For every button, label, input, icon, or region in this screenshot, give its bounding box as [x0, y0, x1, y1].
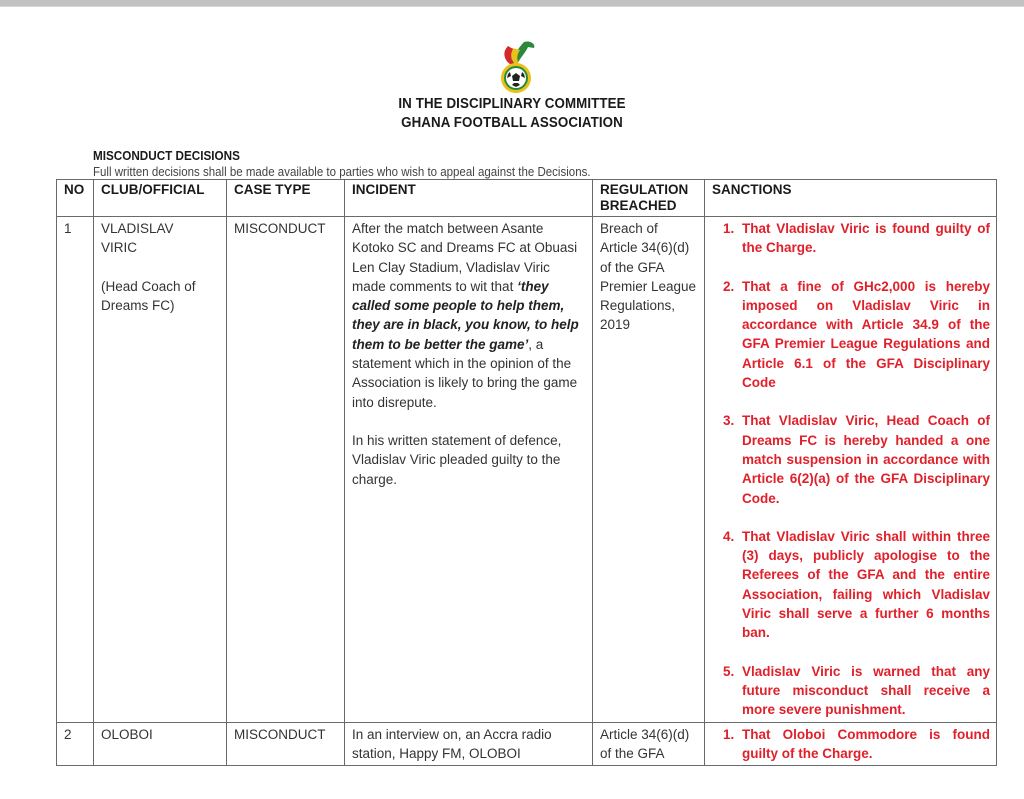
sanction-item: 5. Vladislav Viric is warned that any future misconduct shall receive a more severe punishment.	[738, 662, 990, 720]
sanction-item: 3. That Vladislav Viric, Head Coach of Dreams FC is hereby handed a one match suspension in accordance with Article 6(2)(a) of the GFA Disciplinary Code.	[738, 411, 990, 507]
cell-no: 2	[57, 722, 94, 766]
official-name-line1: OLOBOI	[101, 726, 153, 742]
header-regulation-breached	[593, 180, 705, 217]
sanctions-list	[712, 725, 990, 764]
header-regulation-line2: BREACHED	[600, 198, 677, 213]
incident-paragraph-2: In his written statement of defence, Vladislav Viric pleaded guilty to the charge.	[352, 432, 562, 487]
header-club-official: CLUB/OFFICIAL	[94, 180, 227, 217]
cell-case-type: MISCONDUCT	[227, 217, 345, 723]
cell-case-type: MISCONDUCT	[227, 722, 345, 766]
header-incident: INCIDENT	[345, 180, 593, 217]
cell-sanctions	[705, 217, 997, 723]
header-no: NO	[57, 180, 94, 217]
incident-quote: ‘they called some people to help them, they are in black, you know, to help them to be better the game’	[352, 278, 579, 352]
table-header-row	[57, 180, 997, 217]
official-name-line2: VIRIC	[101, 240, 138, 256]
section-note: Full written decisions shall be made available to parties who wish to appeal against the Decisions.	[93, 164, 591, 179]
cell-incident	[345, 217, 593, 723]
sanction-item: 1. That Oloboi Commodore is found guilty of the Charge.	[738, 725, 990, 764]
sanction-item: 4. That Vladislav Viric shall within three (3) days, publicly apologise to the Referees of the GFA and the entire Association, failing which Vladislav Viric shall serve a further 6 months ban.	[738, 527, 990, 643]
cell-incident	[345, 722, 593, 766]
sanctions-list	[712, 219, 990, 720]
header-regulation-line1: REGULATION	[600, 182, 689, 197]
cell-regulation: Breach of Article 34(6)(d) of the GFA Premier League Regulations, 2019	[593, 217, 705, 723]
header-sanctions: SANCTIONS	[705, 180, 997, 217]
official-name-line1: VLADISLAV	[101, 221, 174, 236]
document-title-association: GHANA FOOTBALL ASSOCIATION	[401, 115, 623, 131]
header-case-type: CASE TYPE	[227, 180, 345, 217]
cell-club-official	[94, 722, 227, 766]
incident-text: After the match between Asante Kotoko SC and Dreams FC at Obuasi Len Clay Stadium, Vladislav Viric made comments to wit that	[352, 221, 578, 294]
document-title-committee: IN THE DISCIPLINARY COMMITTEE	[398, 96, 626, 112]
incident-text-post: , a statement which in the opinion of the Association is likely to bring the game into disrepute.	[352, 336, 578, 410]
incident-paragraph-1	[352, 219, 586, 412]
decisions-table	[56, 179, 997, 766]
table-row	[57, 217, 997, 723]
cell-sanctions	[705, 722, 997, 766]
section-heading: MISCONDUCT DECISIONS	[93, 148, 240, 163]
gfa-crest-logo-icon	[486, 38, 546, 96]
cell-club-official	[94, 217, 227, 723]
sanction-item: 1. That Vladislav Viric is found guilty of the Charge.	[738, 219, 990, 258]
incident-paragraph-1: In an interview on, an Accra radio station, Happy FM, OLOBOI	[352, 726, 552, 761]
official-role: (Head Coach of Dreams FC)	[101, 278, 196, 313]
table-row	[57, 722, 997, 766]
viewer-top-bar	[0, 0, 1024, 7]
cell-no: 1	[57, 217, 94, 723]
sanction-item: 2. That a fine of GHc2,000 is hereby imposed on Vladislav Viric in accordance with Article 34.9 of the GFA Premier League Regulations and Article 6.1 of the GFA Disciplinary Code	[738, 277, 990, 393]
cell-regulation: Article 34(6)(d) of the GFA	[593, 722, 705, 766]
